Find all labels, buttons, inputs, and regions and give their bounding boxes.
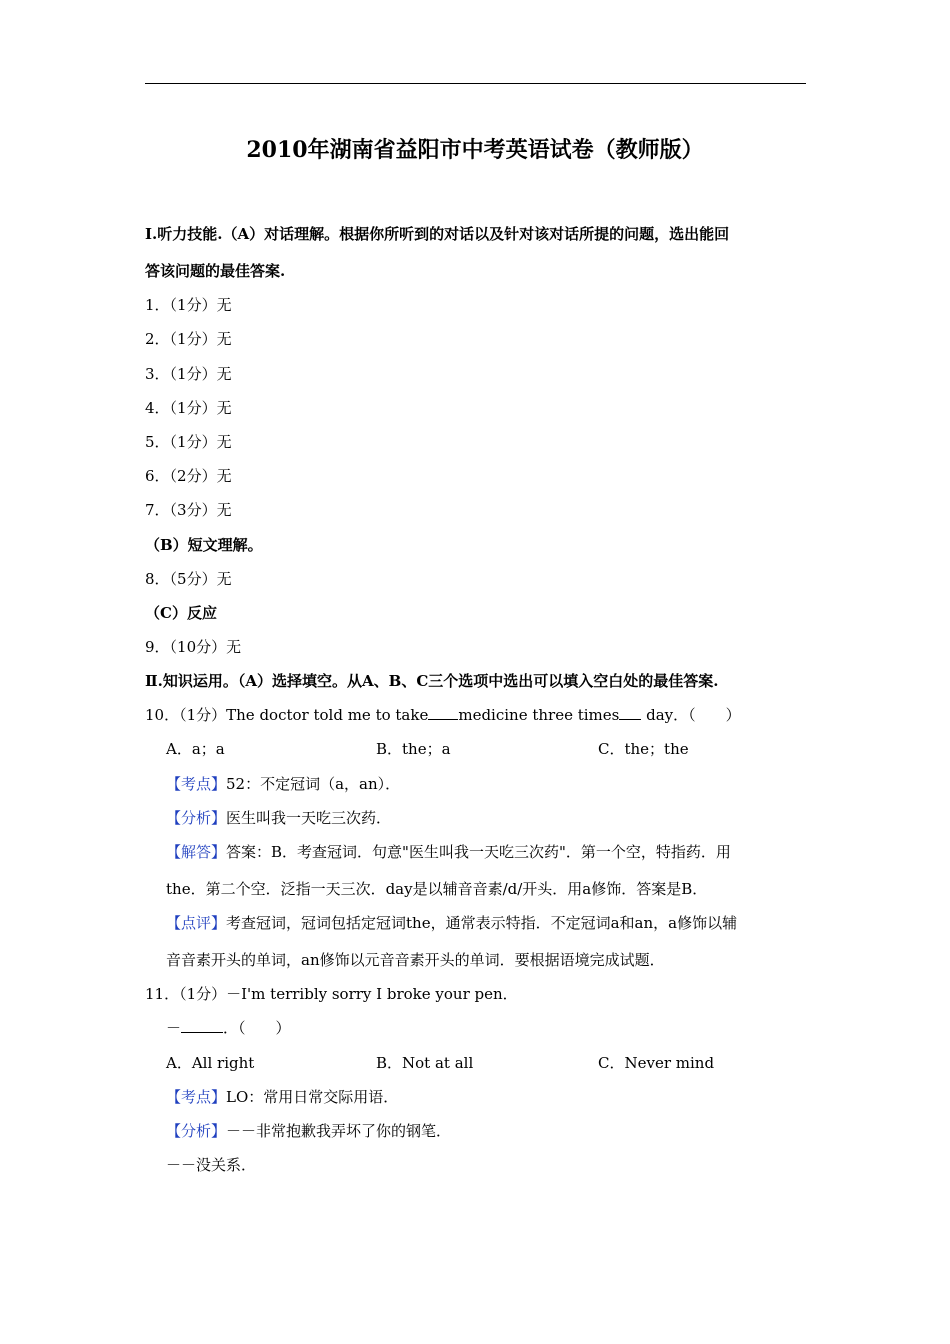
q10-dianping-cont: 音音素开头的单词，an修饰以元音音素开头的单词．要根据语境完成试题．	[166, 951, 665, 969]
question-11-stem: 11．（1分）－I'm terribly sorry I broke your pen．	[145, 985, 518, 1003]
q11-reply-dash: －	[166, 1019, 182, 1037]
q11-option-b: B．Not at all	[376, 1054, 474, 1072]
part2-heading: Ⅱ.知识运用。（A）选择填空。从A、B、C三个选项中选出可以填入空白处的最佳答案.	[145, 672, 719, 690]
question-4: 4．（1分）无	[145, 399, 232, 417]
q10-option-c: C．the；the	[598, 740, 689, 758]
blank-1	[428, 705, 458, 720]
q10-option-b: B．the；a	[376, 740, 451, 758]
kaodian-text: 52：不定冠词（a，an）．	[226, 775, 401, 793]
header-rule	[145, 83, 806, 84]
q10-jieda	[166, 842, 731, 862]
question-9: 9．（10分）无	[145, 638, 242, 656]
section-b-heading: （B）短文理解。	[145, 536, 263, 554]
kaodian-tag: 【考点】	[166, 1088, 227, 1106]
blank-2	[619, 705, 641, 720]
q10-kaodian	[166, 774, 400, 794]
dianping-text-1: 考查冠词，冠词包括定冠词the，通常表示特指．不定冠词a和an，a修饰以辅	[226, 914, 738, 932]
kaodian-text: LO：常用日常交际用语．	[226, 1088, 399, 1106]
part1-heading-line2: 答该问题的最佳答案.	[145, 262, 286, 280]
kaodian-tag: 【考点】	[166, 775, 227, 793]
q10-fenxi	[166, 808, 391, 828]
question-5: 5．（1分）无	[145, 433, 232, 451]
question-2: 2．（1分）无	[145, 330, 232, 348]
page-title: 2010年湖南省益阳市中考英语试卷（教师版）	[246, 137, 704, 163]
q10-option-a: A．a；a	[166, 740, 225, 758]
q10-jieda-cont: the．第二个空．泛指一天三次．day是以辅音音素/d/开头．用a修饰．答案是B．	[166, 880, 708, 898]
question-3: 3．（1分）无	[145, 365, 232, 383]
q11-fenxi	[166, 1121, 451, 1141]
section-c-heading: （C）反应	[145, 604, 217, 622]
part1-heading-line1: Ⅰ.听力技能.（A）对话理解。根据你所听到的对话以及针对该对话所提的问题，选出能回	[145, 225, 730, 243]
dianping-tag: 【点评】	[166, 914, 227, 932]
question-1: 1．（1分）无	[145, 296, 232, 314]
q10-stem-part-c: day．（ ）	[641, 706, 741, 724]
q10-stem-part-b: medicine three times	[458, 706, 620, 724]
q11-reply-end: ．（ ）	[223, 1019, 291, 1037]
q11-kaodian	[166, 1087, 398, 1107]
q11-option-c: C．Never mind	[598, 1054, 715, 1072]
fenxi-text: －－非常抱歉我弄坏了你的钢笔．	[226, 1122, 452, 1140]
question-7: 7．（3分）无	[145, 501, 232, 519]
question-6: 6．（2分）无	[145, 467, 232, 485]
fenxi-text: 医生叫我一天吃三次药．	[226, 809, 392, 827]
q11-reply	[166, 1018, 291, 1038]
q10-stem-part-a: 10．（1分）The doctor told me to take	[145, 706, 429, 724]
jieda-tag: 【解答】	[166, 843, 227, 861]
blank-3	[181, 1018, 223, 1033]
question-10-stem	[145, 705, 741, 725]
fenxi-tag: 【分析】	[166, 809, 227, 827]
jieda-text-1: 答案：B．考查冠词．句意"医生叫我一天吃三次药"．第一个空，特指药．用	[226, 843, 731, 861]
q11-fenxi-cont: －－没关系．	[166, 1156, 257, 1174]
fenxi-tag: 【分析】	[166, 1122, 227, 1140]
q10-dianping	[166, 913, 737, 933]
q11-option-a: A．All right	[166, 1054, 255, 1072]
question-8: 8．（5分）无	[145, 570, 232, 588]
